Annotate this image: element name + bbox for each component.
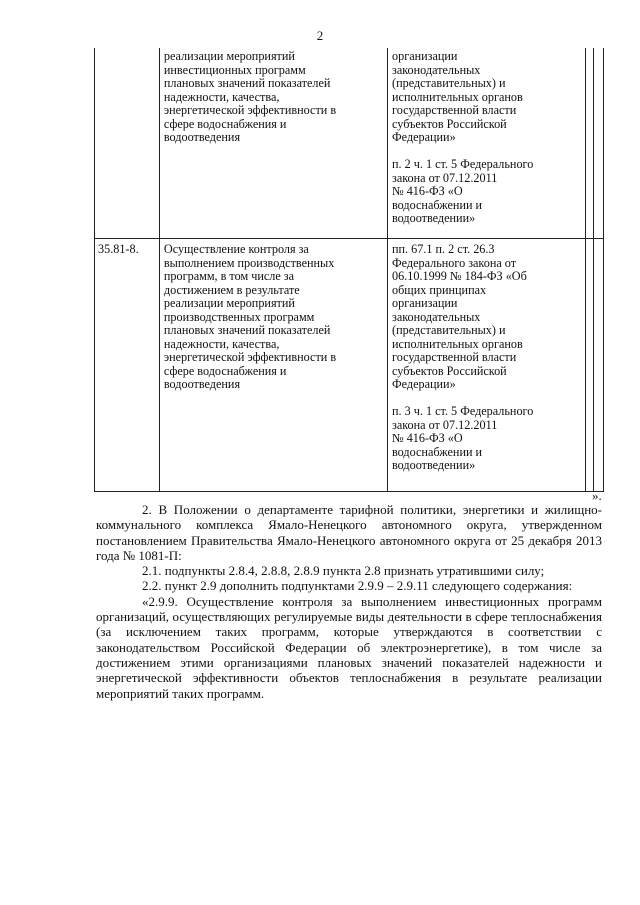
row-number-cell: 35.81-8. (95, 239, 160, 492)
closing-quote: ». (592, 488, 602, 503)
table-row (95, 48, 604, 239)
empty-cell (585, 239, 593, 492)
table-row (95, 239, 604, 492)
paragraph-item-2: 2. В Положении о департаменте тарифной политики, энергетики и жилищно-коммунального комплекса Ямало-Ненецкого автономного округа, утвержденном постановлением Правительства Ямало-Ненецкого автономного округа от 25 декабря 2013 года № 1081-П: (96, 502, 602, 563)
row-number-cell (95, 48, 160, 239)
paragraph-item-2-1: 2.1. подпункты 2.8.4, 2.8.8, 2.8.9 пункта 2.8 признать утратившими силу; (142, 563, 545, 579)
empty-cell (593, 48, 603, 239)
empty-cell (585, 48, 593, 239)
functions-table (94, 48, 604, 492)
legal-basis-cell: пп. 67.1 п. 2 ст. 26.3 Федерального закона от 06.10.1999 № 184-ФЗ «Об общих принципах организации законодательных (представительных) и исполнительных органов государственной власти субъектов Российской Федерации» п. 3 ч. 1 ст. 5 Федерального закона от 07.12.2011 № 416-ФЗ «О водоснабжении и водоотведении» (388, 239, 586, 492)
paragraph-item-2-9-9: «2.9.9. Осуществление контроля за выполнением инвестиционных программ организаций, осуществляющих регулируемые виды деятельности в сфере теплоснабжения (за исключением таких программ, которые утверждаются в соответствии с законодательством Российской Федерации об электроэнергетике), в том числе за достижением этими организациями плановых значений показателей надежности и энергетической эффективности объектов теплоснабжения в результате реализации мероприятий таких программ. (96, 593, 602, 701)
legal-basis-cell: организации законодательных (представительных) и исполнительных органов государственной власти субъектов Российской Федерации» п. 2 ч. 1 ст. 5 Федерального закона от 07.12.2011 № 416-ФЗ «О водоснабжении и водоотведении» (388, 48, 586, 239)
amendment-text (96, 502, 602, 701)
activity-cell: Осуществление контроля за выполнением производственных программ, в том числе за достижением в результате реализации мероприятий производственных программ плановых значений показателей надежности, качества, энергетической эффективности в сфере водоснабжения и водоотведения (159, 239, 387, 492)
empty-cell (593, 239, 603, 492)
activity-cell: реализации мероприятий инвестиционных программ плановых значений показателей надежности, качества, энергетической эффективности в сфере водоснабжения и водоотведения (159, 48, 387, 239)
page-number: 2 (316, 28, 324, 43)
paragraph-item-2-2: 2.2. пункт 2.9 дополнить подпунктами 2.9.9 – 2.9.11 следующего содержания: (142, 578, 573, 594)
